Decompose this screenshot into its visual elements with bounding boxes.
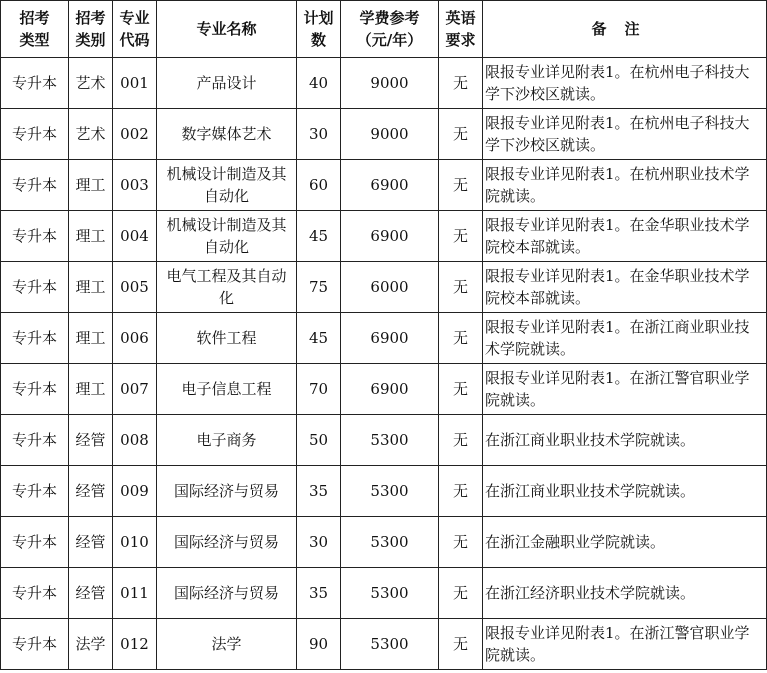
cell-english-text: 无 [452,125,468,143]
cell-category [69,262,113,313]
cell-category-text: 理工 [75,329,106,347]
cell-code [113,364,157,415]
cell-fee [341,58,439,109]
cell-type-text: 专升本 [11,380,57,398]
cell-major [157,211,297,262]
cell-remark [483,160,767,211]
cell-english [439,568,483,619]
cell-type [1,109,69,160]
cell-type [1,619,69,670]
cell-plan-text: 90 [308,635,329,653]
cell-english [439,160,483,211]
cell-type-text: 专升本 [11,278,57,296]
header-major-label: 专业名称 [196,20,257,38]
cell-major [157,466,297,517]
cell-code-text: 007 [120,380,149,398]
cell-type [1,466,69,517]
cell-plan [297,109,341,160]
cell-english [439,109,483,160]
cell-major-text: 机械设计制造及其自动化 [166,216,287,256]
cell-fee-text: 6000 [370,278,409,296]
cell-remark-text: 在浙江经济职业技术学院就读。 [485,584,696,602]
cell-remark-text: 在浙江金融职业学院就读。 [485,533,666,551]
cell-major [157,364,297,415]
cell-fee [341,568,439,619]
cell-major-text: 电子商务 [196,431,257,449]
cell-english-text: 无 [452,329,468,347]
cell-remark [483,619,767,670]
cell-category-text: 理工 [75,278,106,296]
cell-fee [341,211,439,262]
cell-type-text: 专升本 [11,74,57,92]
cell-code [113,211,157,262]
table-row [1,466,767,517]
header-row [1,1,767,58]
table-header [1,1,767,58]
cell-category-text: 经管 [75,482,106,500]
cell-code-text: 004 [120,227,149,245]
cell-major-text: 国际经济与贸易 [173,482,279,500]
cell-type [1,415,69,466]
cell-major [157,262,297,313]
cell-fee-text: 6900 [370,380,409,398]
cell-english-text: 无 [452,533,468,551]
cell-plan-text: 45 [308,329,329,347]
table-row [1,568,767,619]
cell-remark [483,466,767,517]
cell-remark-text: 在浙江商业职业技术学院就读。 [485,431,696,449]
header-english [439,1,483,58]
cell-remark [483,415,767,466]
cell-plan-text: 45 [308,227,329,245]
cell-type-text: 专升本 [11,482,57,500]
cell-type [1,568,69,619]
table-row [1,58,767,109]
cell-english [439,211,483,262]
cell-category-text: 理工 [75,380,106,398]
cell-code [113,109,157,160]
cell-type [1,211,69,262]
cell-major-text: 法学 [211,635,242,653]
cell-major-text: 产品设计 [196,74,257,92]
cell-plan [297,364,341,415]
cell-plan [297,568,341,619]
cell-remark [483,109,767,160]
cell-fee-text: 5300 [370,431,409,449]
cell-major-text: 电子信息工程 [181,380,272,398]
header-code [113,1,157,58]
cell-category [69,211,113,262]
cell-plan-text: 35 [308,482,329,500]
cell-code-text: 010 [120,533,149,551]
cell-major [157,568,297,619]
table-row [1,109,767,160]
cell-fee [341,160,439,211]
cell-code-text: 001 [120,74,149,92]
cell-remark-text: 限报专业详见附表1。在杭州电子科技大学下沙校区就读。 [485,63,750,103]
cell-plan [297,415,341,466]
cell-english-text: 无 [452,431,468,449]
cell-category [69,313,113,364]
header-plan-label: 计划 数 [303,9,334,49]
cell-remark [483,568,767,619]
cell-english-text: 无 [452,227,468,245]
header-type [1,1,69,58]
cell-major-text: 数字媒体艺术 [181,125,272,143]
cell-fee [341,364,439,415]
cell-code-text: 002 [120,125,149,143]
cell-fee-text: 5300 [370,635,409,653]
cell-remark-text: 限报专业详见附表1。在浙江商业职业技术学院就读。 [485,318,750,358]
cell-english [439,58,483,109]
cell-remark-text: 在浙江商业职业技术学院就读。 [485,482,696,500]
cell-type-text: 专升本 [11,329,57,347]
cell-code-text: 006 [120,329,149,347]
cell-category [69,109,113,160]
cell-code-text: 003 [120,176,149,194]
cell-code [113,262,157,313]
cell-english [439,466,483,517]
cell-type-text: 专升本 [11,533,57,551]
cell-fee [341,313,439,364]
cell-english-text: 无 [452,176,468,194]
cell-english-text: 无 [452,278,468,296]
cell-fee [341,262,439,313]
cell-type-text: 专升本 [11,431,57,449]
cell-category [69,619,113,670]
cell-plan [297,619,341,670]
cell-plan-text: 50 [308,431,329,449]
cell-plan-text: 75 [308,278,329,296]
header-category-label: 招考 类别 [75,9,106,49]
header-code-label: 专业 代码 [119,9,150,49]
cell-remark-text: 限报专业详见附表1。在金华职业技术学院校本部就读。 [485,267,750,307]
cell-code [113,415,157,466]
cell-code [113,313,157,364]
header-remark [483,1,767,58]
cell-remark [483,364,767,415]
cell-category-text: 经管 [75,431,106,449]
cell-fee-text: 5300 [370,482,409,500]
cell-remark [483,262,767,313]
table-body [1,58,767,670]
cell-category-text: 经管 [75,584,106,602]
cell-remark-text: 限报专业详见附表1。在杭州职业技术学院就读。 [485,165,750,205]
cell-code-text: 009 [120,482,149,500]
cell-fee-text: 6900 [370,227,409,245]
cell-plan [297,211,341,262]
header-type-label: 招考 类型 [19,9,50,49]
cell-major [157,313,297,364]
table-row [1,517,767,568]
cell-category [69,364,113,415]
header-remark-label: 备注 [591,20,658,38]
table-row [1,160,767,211]
header-fee-label: 学费参考 （元/年） [356,9,423,49]
cell-category [69,58,113,109]
cell-type-text: 专升本 [11,635,57,653]
cell-major [157,160,297,211]
cell-major [157,58,297,109]
cell-plan-text: 70 [308,380,329,398]
cell-category-text: 理工 [75,227,106,245]
cell-remark-text: 限报专业详见附表1。在浙江警官职业学院就读。 [485,369,750,409]
cell-major [157,109,297,160]
cell-type-text: 专升本 [11,584,57,602]
header-major [157,1,297,58]
cell-english [439,262,483,313]
cell-fee [341,415,439,466]
cell-category-text: 法学 [75,635,106,653]
header-fee [341,1,439,58]
cell-english-text: 无 [452,74,468,92]
cell-fee-text: 9000 [370,74,409,92]
cell-code [113,160,157,211]
cell-category-text: 理工 [75,176,106,194]
cell-english-text: 无 [452,380,468,398]
cell-plan-text: 40 [308,74,329,92]
cell-major-text: 软件工程 [196,329,257,347]
cell-type [1,517,69,568]
cell-major-text: 国际经济与贸易 [173,533,279,551]
cell-major-text: 国际经济与贸易 [173,584,279,602]
cell-remark-text: 限报专业详见附表1。在金华职业技术学院校本部就读。 [485,216,750,256]
cell-plan [297,313,341,364]
cell-category [69,160,113,211]
cell-plan [297,58,341,109]
table-row [1,415,767,466]
cell-major-text: 机械设计制造及其自动化 [166,165,287,205]
cell-code-text: 012 [120,635,149,653]
cell-category [69,517,113,568]
cell-fee-text: 9000 [370,125,409,143]
cell-fee-text: 6900 [370,176,409,194]
cell-english [439,517,483,568]
header-english-label: 英语 要求 [445,9,476,49]
header-plan [297,1,341,58]
cell-type [1,262,69,313]
table-row [1,313,767,364]
header-category [69,1,113,58]
cell-category [69,466,113,517]
cell-type [1,313,69,364]
cell-remark-text: 限报专业详见附表1。在浙江警官职业学院就读。 [485,624,750,664]
cell-english-text: 无 [452,482,468,500]
cell-english [439,619,483,670]
cell-code [113,466,157,517]
cell-plan-text: 35 [308,584,329,602]
cell-fee [341,619,439,670]
cell-category-text: 经管 [75,533,106,551]
cell-code [113,58,157,109]
cell-plan-text: 60 [308,176,329,194]
cell-english-text: 无 [452,584,468,602]
cell-fee-text: 6900 [370,329,409,347]
cell-code [113,568,157,619]
cell-code-text: 005 [120,278,149,296]
table-row [1,364,767,415]
cell-fee-text: 5300 [370,533,409,551]
cell-plan [297,517,341,568]
cell-plan-text: 30 [308,125,329,143]
cell-fee [341,466,439,517]
cell-plan-text: 30 [308,533,329,551]
cell-remark [483,58,767,109]
cell-remark [483,517,767,568]
cell-remark [483,313,767,364]
cell-code [113,517,157,568]
cell-code [113,619,157,670]
cell-type [1,364,69,415]
cell-code-text: 008 [120,431,149,449]
cell-category [69,568,113,619]
table-row [1,211,767,262]
cell-english [439,415,483,466]
cell-type [1,58,69,109]
cell-major-text: 电气工程及其自动化 [166,267,287,307]
cell-fee [341,109,439,160]
cell-type-text: 专升本 [11,227,57,245]
cell-remark-text: 限报专业详见附表1。在杭州电子科技大学下沙校区就读。 [485,114,750,154]
cell-remark [483,211,767,262]
cell-category-text: 艺术 [75,74,106,92]
cell-fee-text: 5300 [370,584,409,602]
table-row [1,262,767,313]
cell-type-text: 专升本 [11,176,57,194]
cell-category-text: 艺术 [75,125,106,143]
cell-english-text: 无 [452,635,468,653]
cell-type [1,160,69,211]
table-row [1,619,767,670]
cell-category [69,415,113,466]
cell-major [157,517,297,568]
cell-english [439,313,483,364]
cell-fee [341,517,439,568]
cell-code-text: 011 [120,584,149,602]
cell-major [157,619,297,670]
cell-plan [297,466,341,517]
cell-plan [297,262,341,313]
cell-type-text: 专升本 [11,125,57,143]
cell-major [157,415,297,466]
cell-english [439,364,483,415]
cell-plan [297,160,341,211]
